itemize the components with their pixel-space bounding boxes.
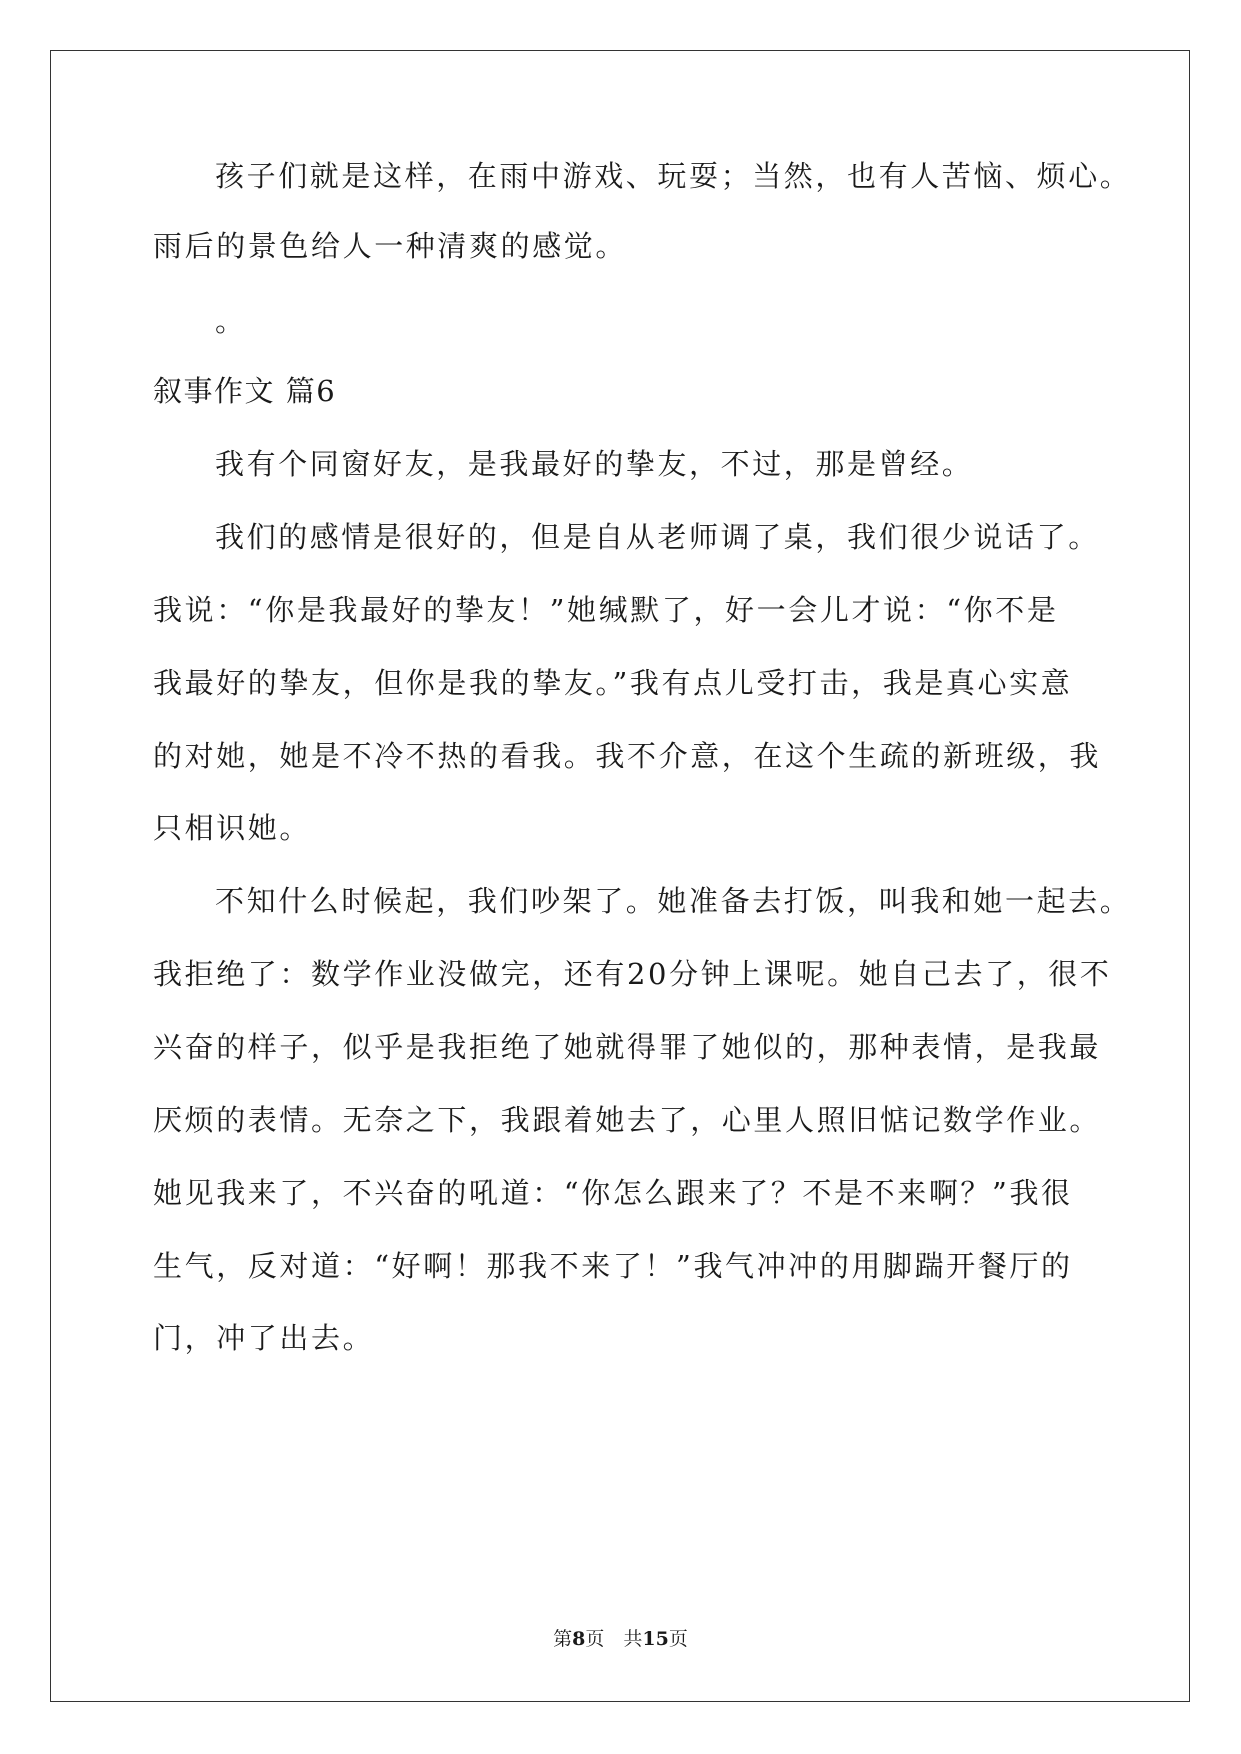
text-line: 我拒绝了：数学作业没做完，还有20分钟上课呢。她自己去了，很不 — [153, 957, 1112, 991]
footer-suffix: 页 — [668, 1628, 688, 1650]
page-footer — [0, 1627, 1241, 1651]
text-line: 我说：“你是我最好的挚友！”她缄默了，好一会儿才说：“你不是 — [153, 593, 1059, 627]
text-line: 兴奋的样子，似乎是我拒绝了她就得罪了她似的，那种表情，是我最 — [153, 1030, 1102, 1064]
text-line: 雨后的景色给人一种清爽的感觉。 — [153, 229, 628, 263]
text-line: 厌烦的表情。无奈之下，我跟着她去了，心里人照旧惦记数学作业。 — [153, 1103, 1102, 1137]
text-line: 她见我来了，不兴奋的吼道：“你怎么跟来了？不是不来啊？”我很 — [153, 1176, 1073, 1210]
text-line: 我最好的挚友，但你是我的挚友。”我有点儿受打击，我是真心实意 — [153, 666, 1073, 700]
text-line: 我们的感情是很好的，但是自从老师调了桌，我们很少说话了。 — [215, 520, 1100, 554]
footer-page-number: 8 — [572, 1628, 586, 1650]
text-line: 的对她，她是不冷不热的看我。我不介意，在这个生疏的新班级，我 — [153, 739, 1102, 773]
text-line: 不知什么时候起，我们吵架了。她准备去打饭，叫我和她一起去。 — [215, 884, 1132, 918]
text-line: 生气，反对道：“好啊！那我不来了！”我气冲冲的用脚踹开餐厅的 — [153, 1249, 1073, 1283]
text-line: 门，冲了出去。 — [153, 1321, 375, 1355]
text-line: 只相识她。 — [153, 811, 312, 845]
text-line: 孩子们就是这样，在雨中游戏、玩耍；当然，也有人苦恼、烦心。 — [215, 159, 1132, 193]
footer-mid: 页 共 — [585, 1628, 643, 1650]
text-line: 我有个同窗好友，是我最好的挚友，不过，那是曾经。 — [215, 447, 974, 481]
footer-total-pages: 15 — [642, 1628, 669, 1650]
section-heading: 叙事作文 篇6 — [153, 374, 337, 408]
page-frame — [50, 50, 1190, 1702]
text-line: 。 — [215, 304, 247, 338]
footer-prefix: 第 — [553, 1628, 573, 1650]
